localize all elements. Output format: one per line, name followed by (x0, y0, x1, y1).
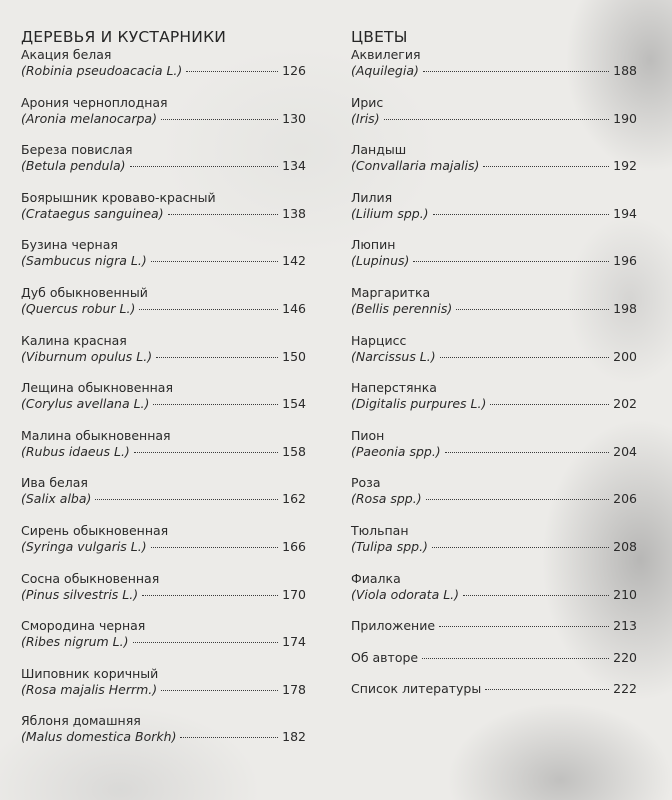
flowers-list (351, 47, 637, 618)
entry-name: Ива белая (21, 475, 88, 491)
dot-leader (463, 595, 609, 596)
dot-leader (423, 71, 609, 72)
entry-latin-name: (Lilium spp.) (351, 205, 429, 221)
entry-latin-name: (Rubus idaeus L.) (21, 443, 130, 459)
entry-latin-name: (Aronia melanocarpa) (21, 110, 157, 126)
entry-page-number: 170 (282, 586, 306, 602)
entry-name: Акация белая (21, 47, 112, 62)
entry-page-number: 210 (613, 586, 637, 602)
toc-entry[interactable] (21, 475, 306, 523)
entry-latin-name: (Syringa vulgaris L.) (21, 538, 147, 554)
toc-entry[interactable] (21, 523, 306, 571)
dot-leader (186, 71, 278, 72)
entry-line (21, 206, 306, 222)
entry-line (21, 253, 306, 269)
entry-name: Боярышник кроваво-красный (21, 189, 216, 205)
dot-leader (490, 404, 609, 405)
entry-line (21, 539, 306, 555)
entry-page-number: 213 (613, 618, 637, 634)
entry-name: Лилия (351, 189, 393, 205)
dot-leader (384, 119, 609, 120)
entry-latin-name: (Tulipa spp.) (351, 538, 428, 554)
toc-entry[interactable] (351, 333, 637, 381)
entry-latin-name: (Bellis perennis) (351, 300, 453, 316)
entry-latin-name: (Digitalis purpures L.) (351, 396, 487, 412)
toc-entry[interactable] (351, 523, 637, 571)
entry-name: Наперстянка (351, 380, 437, 396)
entry-line (351, 253, 637, 269)
toc-entry[interactable] (351, 475, 637, 523)
entry-name: Дуб обыкновенный (21, 284, 148, 300)
toc-entry[interactable] (21, 618, 306, 666)
entry-page-number: 162 (282, 491, 306, 507)
entry-page-number: 206 (613, 491, 637, 507)
entry-page-number: 150 (282, 348, 306, 364)
entry-page-number: 146 (282, 300, 306, 316)
entry-name: Шиповник коричный (21, 665, 159, 681)
dot-leader (130, 166, 279, 167)
toc-entry[interactable] (351, 190, 637, 238)
entry-name: Сирень обыкновенная (21, 522, 169, 538)
entry-line (351, 111, 637, 127)
entry-latin-name: (Rosa majalis Herrm.) (21, 681, 158, 697)
toc-entry[interactable] (21, 666, 306, 714)
entry-page-number: 220 (613, 649, 637, 665)
toc-entry[interactable] (21, 237, 306, 285)
toc-entry[interactable] (351, 47, 637, 95)
flowers-heading: ЦВЕТЫ (351, 28, 408, 46)
entry-line (21, 491, 306, 507)
entry-name: Малина обыкновенная (21, 427, 171, 443)
dot-leader (168, 214, 278, 215)
entry-latin-name: (Malus domestica Borkh) (21, 729, 177, 745)
entry-line (21, 111, 306, 127)
entry-line (21, 634, 306, 650)
entry-name: Ирис (351, 94, 384, 110)
toc-entry[interactable] (351, 95, 637, 143)
entry-latin-name: (Narcissus L.) (351, 348, 436, 364)
dot-leader (133, 642, 278, 643)
entry-name: Арония черноплодная (21, 94, 168, 110)
entry-latin-name: (Viburnum opulus L.) (21, 348, 153, 364)
entry-line (21, 729, 306, 745)
dot-leader (440, 357, 609, 358)
toc-entry[interactable] (21, 142, 306, 190)
entry-page-number: 142 (282, 253, 306, 269)
toc-entry[interactable] (21, 190, 306, 238)
entry-page-number: 174 (282, 634, 306, 650)
dot-leader (95, 499, 278, 500)
entry-latin-name: (Salix alba) (21, 491, 92, 507)
entry-page-number: 190 (613, 110, 637, 126)
entry-page-number: 134 (282, 158, 306, 174)
dot-leader (153, 404, 278, 405)
entry-latin-name: (Iris) (351, 110, 380, 126)
dot-leader (485, 689, 609, 690)
entry-latin-name: (Betula pendula) (21, 158, 126, 174)
entry-page-number: 130 (282, 110, 306, 126)
toc-entry[interactable] (351, 237, 637, 285)
entry-name: Пион (351, 427, 385, 443)
toc-entry[interactable] (351, 285, 637, 333)
entry-line (351, 158, 637, 174)
entry-name: Лещина обыкновенная (21, 380, 173, 396)
entry-line (21, 396, 306, 412)
entry-line (21, 301, 306, 317)
entry-page-number: 200 (613, 348, 637, 364)
toc-entry[interactable] (21, 95, 306, 143)
entry-name: Смородина черная (21, 618, 146, 634)
entry-line (351, 618, 637, 634)
entry-latin-name: (Ribes nigrum L.) (21, 634, 129, 650)
entry-latin-name: (Pinus silvestris L.) (21, 586, 139, 602)
entry-page-number: 204 (613, 443, 637, 459)
entry-page-number: 182 (282, 729, 306, 745)
entry-page-number: 178 (282, 681, 306, 697)
toc-entry[interactable] (351, 681, 637, 713)
dot-leader (151, 261, 278, 262)
entry-line (21, 444, 306, 460)
toc-entry[interactable] (21, 380, 306, 428)
dot-leader (161, 119, 278, 120)
entry-page-number: 198 (613, 300, 637, 316)
entry-name: Нарцисс (351, 332, 407, 348)
entry-name: Калина красная (21, 332, 127, 348)
entry-line (351, 587, 637, 603)
toc-entry[interactable] (351, 428, 637, 476)
dot-leader (156, 357, 278, 358)
toc-entry[interactable] (351, 142, 637, 190)
dot-leader (180, 737, 278, 738)
trees-list (21, 47, 306, 761)
entry-line (351, 206, 637, 222)
dot-leader (151, 547, 278, 548)
entry-line (351, 491, 637, 507)
entry-latin-name: (Corylus avellana L.) (21, 396, 150, 412)
entry-name: Роза (351, 475, 381, 491)
toc-entry[interactable] (351, 650, 637, 682)
toc-entry[interactable] (21, 285, 306, 333)
entry-latin-name: (Viola odorata L.) (351, 586, 460, 602)
toc-entry[interactable] (21, 428, 306, 476)
dot-leader (433, 214, 609, 215)
entry-page-number: 138 (282, 205, 306, 221)
dot-leader (432, 547, 609, 548)
entry-latin-name: (Rosa spp.) (351, 491, 422, 507)
entry-page-number: 188 (613, 63, 637, 78)
trees-heading: ДЕРЕВЬЯ И КУСТАРНИКИ (21, 28, 227, 46)
toc-entry[interactable] (21, 713, 306, 761)
toc-entry[interactable] (21, 333, 306, 381)
dot-leader (439, 626, 609, 627)
entry-name: Ландыш (351, 142, 407, 158)
entry-line (351, 444, 637, 460)
dot-leader (134, 452, 278, 453)
entry-name: Приложение (351, 618, 436, 634)
entry-name: Список литературы (351, 681, 482, 697)
entry-page-number: 166 (282, 538, 306, 554)
entry-latin-name: (Aquilegia) (351, 63, 419, 78)
toc-entry[interactable] (21, 47, 306, 95)
dot-leader (426, 499, 609, 500)
entry-name: Береза повислая (21, 142, 133, 158)
entry-page-number: 222 (613, 681, 637, 697)
dot-leader (456, 309, 609, 310)
dot-leader (483, 166, 609, 167)
dot-leader (161, 690, 278, 691)
entry-latin-name: (Quercus robur L.) (21, 300, 136, 316)
dot-leader (142, 595, 278, 596)
entry-latin-name: (Convallaria majalis) (351, 158, 480, 174)
toc-entry[interactable] (21, 571, 306, 619)
entry-line (351, 63, 637, 79)
entry-line (351, 539, 637, 555)
entry-latin-name: (Lupinus) (351, 253, 410, 269)
entry-name: Люпин (351, 237, 396, 253)
entry-name: Сосна обыкновенная (21, 570, 160, 586)
entry-page-number: 208 (613, 538, 637, 554)
entry-line (21, 63, 306, 79)
dot-leader (413, 261, 609, 262)
entry-latin-name: (Sambucus nigra L.) (21, 253, 147, 269)
toc-entry[interactable] (351, 571, 637, 619)
flowers-column (351, 28, 637, 713)
entry-line (21, 682, 306, 698)
entry-page-number: 202 (613, 396, 637, 412)
entry-name: Об авторе (351, 649, 419, 665)
entry-name: Фиалка (351, 570, 401, 586)
toc-entry[interactable] (351, 380, 637, 428)
entry-line (351, 396, 637, 412)
entry-page-number: 158 (282, 443, 306, 459)
trees-column (21, 28, 306, 761)
entry-line (351, 349, 637, 365)
entry-latin-name: (Paeonia spp.) (351, 443, 441, 459)
entry-line (351, 301, 637, 317)
entry-line (351, 650, 637, 666)
entry-line (21, 158, 306, 174)
entry-line (351, 681, 637, 697)
entry-line (21, 587, 306, 603)
entry-line (21, 349, 306, 365)
entry-name: Яблоня домашняя (21, 713, 141, 729)
dot-leader (139, 309, 278, 310)
entry-latin-name: (Robinia pseudoacacia L.) (21, 63, 183, 78)
entry-name: Тюльпан (351, 522, 409, 538)
entry-name: Бузина черная (21, 237, 118, 253)
entry-page-number: 154 (282, 396, 306, 412)
entry-page-number: 196 (613, 253, 637, 269)
entry-page-number: 194 (613, 205, 637, 221)
entry-name: Маргаритка (351, 284, 431, 300)
entry-page-number: 126 (282, 63, 306, 78)
entry-page-number: 192 (613, 158, 637, 174)
dot-leader (422, 658, 609, 659)
entry-latin-name: (Crataegus sanguinea) (21, 205, 164, 221)
toc-entry[interactable] (351, 618, 637, 650)
extras-list (351, 618, 637, 713)
dot-leader (445, 452, 609, 453)
entry-name: Аквилегия (351, 47, 421, 62)
